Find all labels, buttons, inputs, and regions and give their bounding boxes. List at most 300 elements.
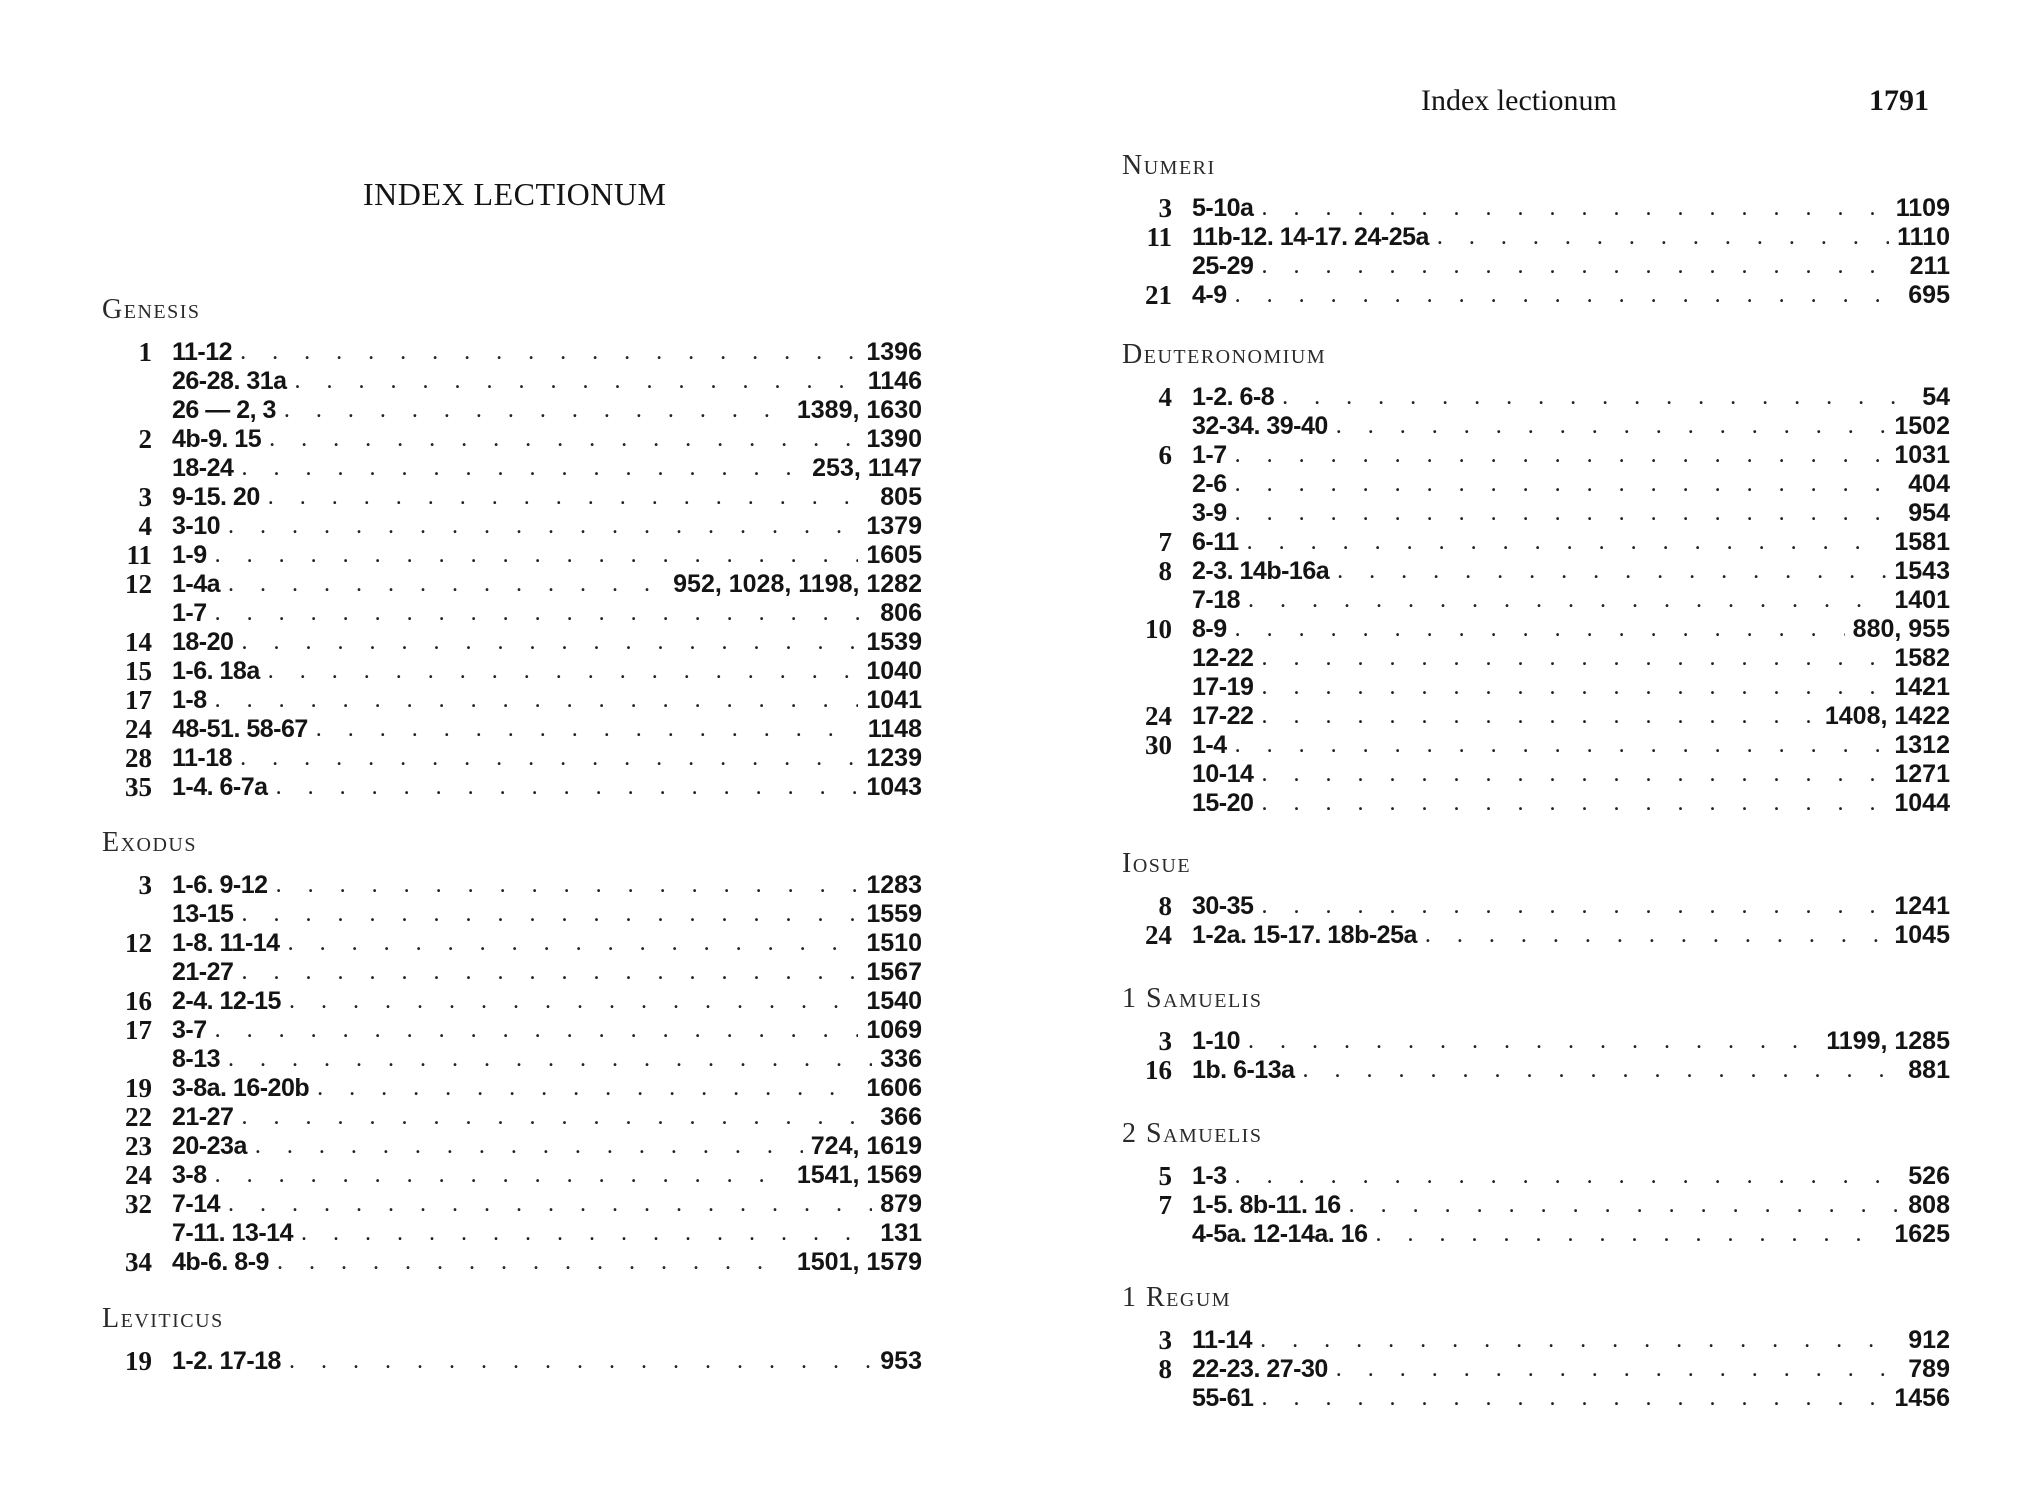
page-reference: 1581 bbox=[1894, 528, 1950, 556]
right-page bbox=[1011, 0, 2022, 1500]
page-reference: 1271 bbox=[1894, 760, 1950, 788]
index-row bbox=[102, 744, 922, 773]
index-section-exodus bbox=[102, 827, 922, 1277]
chapter-number: 14 bbox=[125, 627, 152, 657]
chapter-number: 19 bbox=[125, 1346, 152, 1376]
verse-range: 1-2a. 15-17. 18b-25a bbox=[1192, 921, 1417, 949]
dot-leader bbox=[1247, 528, 1887, 557]
index-row bbox=[102, 599, 922, 628]
dot-leader bbox=[1235, 731, 1887, 760]
verse-range: 1b. 6-13a bbox=[1192, 1056, 1295, 1084]
page-reference: 1567 bbox=[866, 958, 922, 986]
verse-range: 3-8 bbox=[172, 1161, 207, 1189]
verse-range: 1-10 bbox=[1192, 1027, 1241, 1055]
verse-range: 6-11 bbox=[1192, 528, 1239, 556]
chapter-number: 1 bbox=[138, 337, 152, 367]
page-reference: 1044 bbox=[1894, 789, 1950, 817]
page-reference: 1043 bbox=[866, 773, 922, 801]
page-reference: 1031 bbox=[1894, 441, 1950, 469]
page-reference: 789 bbox=[1908, 1355, 1950, 1383]
index-row bbox=[102, 1190, 922, 1219]
verse-range: 4-5a. 12-14a. 16 bbox=[1192, 1220, 1368, 1248]
index-row bbox=[102, 454, 922, 483]
index-row bbox=[1122, 760, 1950, 789]
verse-range: 12-22 bbox=[1192, 644, 1254, 672]
index-row bbox=[1122, 1384, 1950, 1413]
dot-leader bbox=[241, 900, 858, 929]
chapter-number: 3 bbox=[1158, 1026, 1172, 1056]
page-reference: 805 bbox=[880, 483, 922, 511]
dot-leader bbox=[241, 958, 858, 987]
index-row bbox=[1122, 557, 1950, 586]
page-reference: 1510 bbox=[866, 929, 922, 957]
verse-range: 21-27 bbox=[172, 958, 234, 986]
verse-range: 13-15 bbox=[172, 900, 234, 928]
index-row bbox=[1122, 412, 1950, 441]
chapter-number: 4 bbox=[138, 511, 152, 541]
verse-range: 3-7 bbox=[172, 1016, 207, 1044]
chapter-number: 3 bbox=[1158, 1325, 1172, 1355]
chapter-number: 32 bbox=[125, 1189, 152, 1219]
chapter-number: 11 bbox=[1146, 222, 1172, 252]
page-reference: 806 bbox=[880, 599, 922, 627]
index-row bbox=[1122, 789, 1950, 818]
page-reference: 724, 1619 bbox=[810, 1132, 922, 1160]
verse-range: 30-35 bbox=[1192, 892, 1254, 920]
dot-leader bbox=[215, 686, 859, 715]
page-reference: 54 bbox=[1922, 383, 1950, 411]
page-reference: 1582 bbox=[1894, 644, 1950, 672]
section-title: 1 Samuelis bbox=[1122, 983, 1263, 1014]
index-row bbox=[102, 1132, 922, 1161]
index-row bbox=[102, 367, 922, 396]
dot-leader bbox=[295, 367, 860, 396]
page-reference: 952, 1028, 1198, 1282 bbox=[673, 570, 922, 598]
page-reference: 404 bbox=[1908, 470, 1950, 498]
section-title: Iosue bbox=[1122, 848, 1192, 879]
verse-range: 1-4. 6-7a bbox=[172, 773, 268, 801]
index-section-deuteronomium bbox=[1122, 339, 1950, 818]
index-row bbox=[102, 1074, 922, 1103]
dot-leader bbox=[1235, 1162, 1901, 1191]
chapter-number: 34 bbox=[125, 1247, 152, 1277]
verse-range: 7-14 bbox=[172, 1190, 221, 1218]
chapter-number: 3 bbox=[1158, 193, 1172, 223]
page-reference: 1408, 1422 bbox=[1824, 702, 1950, 730]
chapter-number: 35 bbox=[125, 772, 152, 802]
verse-range: 15-20 bbox=[1192, 789, 1254, 817]
dot-leader bbox=[1375, 1220, 1886, 1249]
page-reference: 1110 bbox=[1897, 223, 1950, 251]
verse-range: 2-3. 14b-16a bbox=[1192, 557, 1330, 585]
dot-leader bbox=[255, 1132, 803, 1161]
dot-leader bbox=[1261, 789, 1886, 818]
dot-leader bbox=[215, 599, 873, 628]
verse-range: 1-3 bbox=[1192, 1162, 1227, 1190]
verse-range: 1-5. 8b-11. 16 bbox=[1192, 1191, 1341, 1219]
index-row bbox=[102, 338, 922, 367]
dot-leader bbox=[1261, 194, 1887, 223]
page-reference: 1421 bbox=[1894, 673, 1950, 701]
dot-leader bbox=[288, 929, 859, 958]
chapter-number: 24 bbox=[125, 1160, 152, 1190]
page-number: 1791 bbox=[1869, 84, 1929, 117]
dot-leader bbox=[228, 512, 858, 541]
index-row bbox=[1122, 194, 1950, 223]
index-row bbox=[1122, 1056, 1950, 1085]
index-row bbox=[1122, 1220, 1950, 1249]
verse-range: 11-18 bbox=[172, 744, 233, 772]
chapter-number: 17 bbox=[125, 685, 152, 715]
dot-leader bbox=[1425, 921, 1886, 950]
verse-range: 4b-9. 15 bbox=[172, 425, 262, 453]
verse-range: 26 — 2, 3 bbox=[172, 396, 276, 424]
index-row bbox=[1122, 644, 1950, 673]
section-title: Numeri bbox=[1122, 150, 1216, 181]
index-section-iosue bbox=[1122, 848, 1950, 950]
dot-leader bbox=[240, 744, 858, 773]
page-reference: 1199, 1285 bbox=[1826, 1027, 1950, 1055]
page-reference: 881 bbox=[1908, 1056, 1950, 1084]
dot-leader bbox=[1261, 1384, 1886, 1413]
index-row bbox=[102, 1103, 922, 1132]
index-row bbox=[102, 929, 922, 958]
verse-range: 21-27 bbox=[172, 1103, 234, 1131]
index-row bbox=[1122, 528, 1950, 557]
chapter-number: 15 bbox=[125, 656, 152, 686]
index-section-genesis bbox=[102, 294, 922, 802]
verse-range: 1-6. 9-12 bbox=[172, 871, 268, 899]
dot-leader bbox=[1261, 760, 1886, 789]
page-reference: 953 bbox=[880, 1347, 922, 1375]
page-reference: 1239 bbox=[866, 744, 922, 772]
verse-range: 18-20 bbox=[172, 628, 234, 656]
chapter-number: 4 bbox=[1158, 382, 1172, 412]
chapter-number: 10 bbox=[1145, 614, 1172, 644]
index-row bbox=[102, 570, 922, 599]
verse-range: 1-2. 6-8 bbox=[1192, 383, 1275, 411]
section-title: Deuteronomium bbox=[1122, 339, 1327, 370]
index-row bbox=[1122, 223, 1950, 252]
verse-range: 1-2. 17-18 bbox=[172, 1347, 281, 1375]
section-title: 1 Regum bbox=[1122, 1282, 1232, 1313]
chapter-number: 30 bbox=[1145, 730, 1172, 760]
index-row bbox=[102, 686, 922, 715]
dot-leader bbox=[241, 454, 804, 483]
verse-range: 1-4a bbox=[172, 570, 221, 598]
page-reference: 336 bbox=[880, 1045, 922, 1073]
page-reference: 1539 bbox=[866, 628, 922, 656]
page-reference: 1605 bbox=[866, 541, 922, 569]
index-row bbox=[102, 958, 922, 987]
dot-leader bbox=[1260, 1326, 1900, 1355]
dot-leader bbox=[1261, 892, 1886, 921]
dot-leader bbox=[277, 1248, 789, 1277]
index-row bbox=[102, 1248, 922, 1277]
dot-leader bbox=[276, 773, 859, 802]
verse-range: 55-61 bbox=[1192, 1384, 1254, 1412]
index-row bbox=[1122, 1326, 1950, 1355]
verse-range: 1-8. 11-14 bbox=[172, 929, 280, 957]
chapter-number: 6 bbox=[1158, 440, 1172, 470]
running-title: Index lectionum bbox=[1421, 84, 1617, 117]
page-reference: 1502 bbox=[1894, 412, 1950, 440]
index-row bbox=[1122, 673, 1950, 702]
section-title: Leviticus bbox=[102, 1303, 224, 1334]
verse-range: 5-10a bbox=[1192, 194, 1254, 222]
dot-leader bbox=[276, 871, 859, 900]
dot-leader bbox=[1235, 281, 1901, 310]
index-row bbox=[102, 715, 922, 744]
index-row bbox=[1122, 1027, 1950, 1056]
page-reference: 211 bbox=[1909, 252, 1950, 280]
index-row bbox=[1122, 470, 1950, 499]
page-reference: 1401 bbox=[1894, 586, 1950, 614]
index-row bbox=[1122, 281, 1950, 310]
dot-leader bbox=[1261, 702, 1816, 731]
page-reference: 1283 bbox=[866, 871, 922, 899]
chapter-number: 8 bbox=[1158, 1354, 1172, 1384]
index-row bbox=[102, 987, 922, 1016]
dot-leader bbox=[289, 1347, 872, 1376]
chapter-number: 28 bbox=[125, 743, 152, 773]
verse-range: 7-18 bbox=[1192, 586, 1241, 614]
index-row bbox=[1122, 1162, 1950, 1191]
page-reference: 912 bbox=[1908, 1326, 1950, 1354]
section-title: 2 Samuelis bbox=[1122, 1118, 1263, 1149]
page-reference: 1540 bbox=[866, 987, 922, 1015]
verse-range: 3-10 bbox=[172, 512, 221, 540]
index-row bbox=[102, 900, 922, 929]
page-title: INDEX LECTIONUM bbox=[363, 176, 667, 212]
dot-leader bbox=[1261, 644, 1886, 673]
dot-leader bbox=[241, 628, 858, 657]
index-row bbox=[102, 483, 922, 512]
page-reference: 131 bbox=[880, 1219, 922, 1247]
index-row bbox=[102, 1161, 922, 1190]
chapter-number: 5 bbox=[1158, 1161, 1172, 1191]
page-reference: 1069 bbox=[866, 1016, 922, 1044]
verse-range: 4-9 bbox=[1192, 281, 1227, 309]
page-reference: 1379 bbox=[866, 512, 922, 540]
verse-range: 17-22 bbox=[1192, 702, 1254, 730]
dot-leader bbox=[1282, 383, 1914, 412]
chapter-number: 24 bbox=[125, 714, 152, 744]
dot-leader bbox=[1336, 412, 1887, 441]
dot-leader bbox=[1235, 470, 1901, 499]
index-row bbox=[102, 1347, 922, 1376]
verse-range: 3-8a. 16-20b bbox=[172, 1074, 310, 1102]
verse-range: 32-34. 39-40 bbox=[1192, 412, 1328, 440]
index-row bbox=[102, 425, 922, 454]
chapter-number: 8 bbox=[1158, 556, 1172, 586]
index-row bbox=[1122, 441, 1950, 470]
index-section-1-samuelis bbox=[1122, 983, 1950, 1085]
dot-leader bbox=[1235, 499, 1901, 528]
chapter-number: 2 bbox=[138, 424, 152, 454]
page-reference: 1041 bbox=[866, 686, 922, 714]
dot-leader bbox=[228, 1190, 872, 1219]
verse-range: 22-23. 27-30 bbox=[1192, 1355, 1328, 1383]
dot-leader bbox=[268, 483, 873, 512]
index-row bbox=[1122, 499, 1950, 528]
index-row bbox=[102, 512, 922, 541]
page-reference: 1312 bbox=[1894, 731, 1950, 759]
verse-range: 1-6. 18a bbox=[172, 657, 260, 685]
chapter-number: 8 bbox=[1158, 891, 1172, 921]
page-reference: 1241 bbox=[1894, 892, 1950, 920]
page-reference: 695 bbox=[1908, 281, 1950, 309]
verse-range: 1-7 bbox=[172, 599, 207, 627]
dot-leader bbox=[284, 396, 789, 425]
index-row bbox=[1122, 702, 1950, 731]
page-reference: 808 bbox=[1908, 1191, 1950, 1219]
verse-range: 8-9 bbox=[1192, 615, 1227, 643]
index-section-leviticus bbox=[102, 1303, 922, 1376]
index-row bbox=[1122, 252, 1950, 281]
verse-range: 3-9 bbox=[1192, 499, 1227, 527]
page-reference: 1501, 1579 bbox=[796, 1248, 922, 1276]
verse-range: 20-23a bbox=[172, 1132, 247, 1160]
page-reference: 1606 bbox=[866, 1074, 922, 1102]
dot-leader bbox=[268, 657, 859, 686]
index-section-1-regum bbox=[1122, 1282, 1950, 1413]
section-title: Genesis bbox=[102, 294, 201, 325]
dot-leader bbox=[316, 715, 860, 744]
dot-leader bbox=[269, 425, 858, 454]
dot-leader bbox=[1336, 1355, 1901, 1384]
page-reference: 1541, 1569 bbox=[796, 1161, 922, 1189]
chapter-number: 24 bbox=[1145, 920, 1172, 950]
verse-range: 11-14 bbox=[1192, 1326, 1253, 1354]
index-row bbox=[1122, 892, 1950, 921]
page-reference: 1045 bbox=[1894, 921, 1950, 949]
page-reference: 1625 bbox=[1894, 1220, 1950, 1248]
page-reference: 880, 955 bbox=[1852, 615, 1950, 643]
chapter-number: 12 bbox=[125, 928, 152, 958]
page-reference: 879 bbox=[880, 1190, 922, 1218]
verse-range: 7-11. 13-14 bbox=[172, 1219, 293, 1247]
verse-range: 2-6 bbox=[1192, 470, 1227, 498]
chapter-number: 11 bbox=[126, 540, 152, 570]
index-row bbox=[1122, 586, 1950, 615]
chapter-number: 12 bbox=[125, 569, 152, 599]
verse-range: 48-51. 58-67 bbox=[172, 715, 308, 743]
dot-leader bbox=[1303, 1056, 1901, 1085]
page-reference: 1109 bbox=[1895, 194, 1950, 222]
verse-range: 4b-6. 8-9 bbox=[172, 1248, 269, 1276]
dot-leader bbox=[240, 338, 858, 367]
chapter-number: 7 bbox=[1158, 1190, 1172, 1220]
dot-leader bbox=[301, 1219, 872, 1248]
page-reference: 1396 bbox=[866, 338, 922, 366]
dot-leader bbox=[1235, 441, 1887, 470]
verse-range: 8-13 bbox=[172, 1045, 221, 1073]
page-reference: 1040 bbox=[866, 657, 922, 685]
page-reference: 1456 bbox=[1894, 1384, 1950, 1412]
dot-leader bbox=[289, 987, 858, 1016]
verse-range: 11-12 bbox=[172, 338, 233, 366]
dot-leader bbox=[228, 1045, 872, 1074]
page-reference: 526 bbox=[1908, 1162, 1950, 1190]
dot-leader bbox=[1437, 223, 1889, 252]
index-row bbox=[102, 628, 922, 657]
chapter-number: 22 bbox=[125, 1102, 152, 1132]
verse-range: 2-4. 12-15 bbox=[172, 987, 281, 1015]
verse-range: 17-19 bbox=[1192, 673, 1254, 701]
page-reference: 1146 bbox=[867, 367, 922, 395]
index-row bbox=[102, 1045, 922, 1074]
dot-leader bbox=[1235, 615, 1845, 644]
page-reference: 1389, 1630 bbox=[796, 396, 922, 424]
index-row bbox=[1122, 731, 1950, 760]
index-section-numeri bbox=[1122, 150, 1950, 310]
index-row bbox=[1122, 383, 1950, 412]
page-reference: 1559 bbox=[866, 900, 922, 928]
chapter-number: 17 bbox=[125, 1015, 152, 1045]
page-reference: 1543 bbox=[1894, 557, 1950, 585]
page-reference: 1148 bbox=[867, 715, 922, 743]
verse-range: 1-4 bbox=[1192, 731, 1227, 759]
verse-range: 11b-12. 14-17. 24-25a bbox=[1192, 223, 1429, 251]
dot-leader bbox=[1248, 586, 1886, 615]
index-row bbox=[102, 1016, 922, 1045]
dot-leader bbox=[1248, 1027, 1818, 1056]
page-reference: 954 bbox=[1908, 499, 1950, 527]
verse-range: 1-8 bbox=[172, 686, 207, 714]
index-row bbox=[102, 396, 922, 425]
index-row bbox=[102, 871, 922, 900]
verse-range: 25-29 bbox=[1192, 252, 1254, 280]
chapter-number: 3 bbox=[138, 870, 152, 900]
index-row bbox=[1122, 615, 1950, 644]
dot-leader bbox=[1261, 252, 1901, 281]
dot-leader bbox=[228, 570, 665, 599]
index-row bbox=[1122, 921, 1950, 950]
chapter-number: 7 bbox=[1158, 527, 1172, 557]
index-row bbox=[102, 541, 922, 570]
index-row bbox=[1122, 1355, 1950, 1384]
verse-range: 1-7 bbox=[1192, 441, 1227, 469]
page-reference: 366 bbox=[880, 1103, 922, 1131]
index-row bbox=[102, 773, 922, 802]
verse-range: 9-15. 20 bbox=[172, 483, 260, 511]
dot-leader bbox=[241, 1103, 872, 1132]
chapter-number: 24 bbox=[1145, 701, 1172, 731]
index-row bbox=[102, 1219, 922, 1248]
dot-leader bbox=[1349, 1191, 1901, 1220]
dot-leader bbox=[215, 1161, 789, 1190]
index-row bbox=[1122, 1191, 1950, 1220]
chapter-number: 16 bbox=[125, 986, 152, 1016]
chapter-number: 23 bbox=[125, 1131, 152, 1161]
dot-leader bbox=[215, 1016, 859, 1045]
page-reference: 253, 1147 bbox=[812, 454, 922, 482]
chapter-number: 16 bbox=[1145, 1055, 1172, 1085]
chapter-number: 19 bbox=[125, 1073, 152, 1103]
chapter-number: 3 bbox=[138, 482, 152, 512]
verse-range: 26-28. 31a bbox=[172, 367, 287, 395]
dot-leader bbox=[1337, 557, 1886, 586]
dot-leader bbox=[1261, 673, 1886, 702]
dot-leader bbox=[215, 541, 859, 570]
verse-range: 18-24 bbox=[172, 454, 234, 482]
section-title: Exodus bbox=[102, 827, 197, 858]
chapter-number: 21 bbox=[1145, 280, 1172, 310]
verse-range: 1-9 bbox=[172, 541, 207, 569]
index-row bbox=[102, 657, 922, 686]
index-section-2-samuelis bbox=[1122, 1118, 1950, 1249]
